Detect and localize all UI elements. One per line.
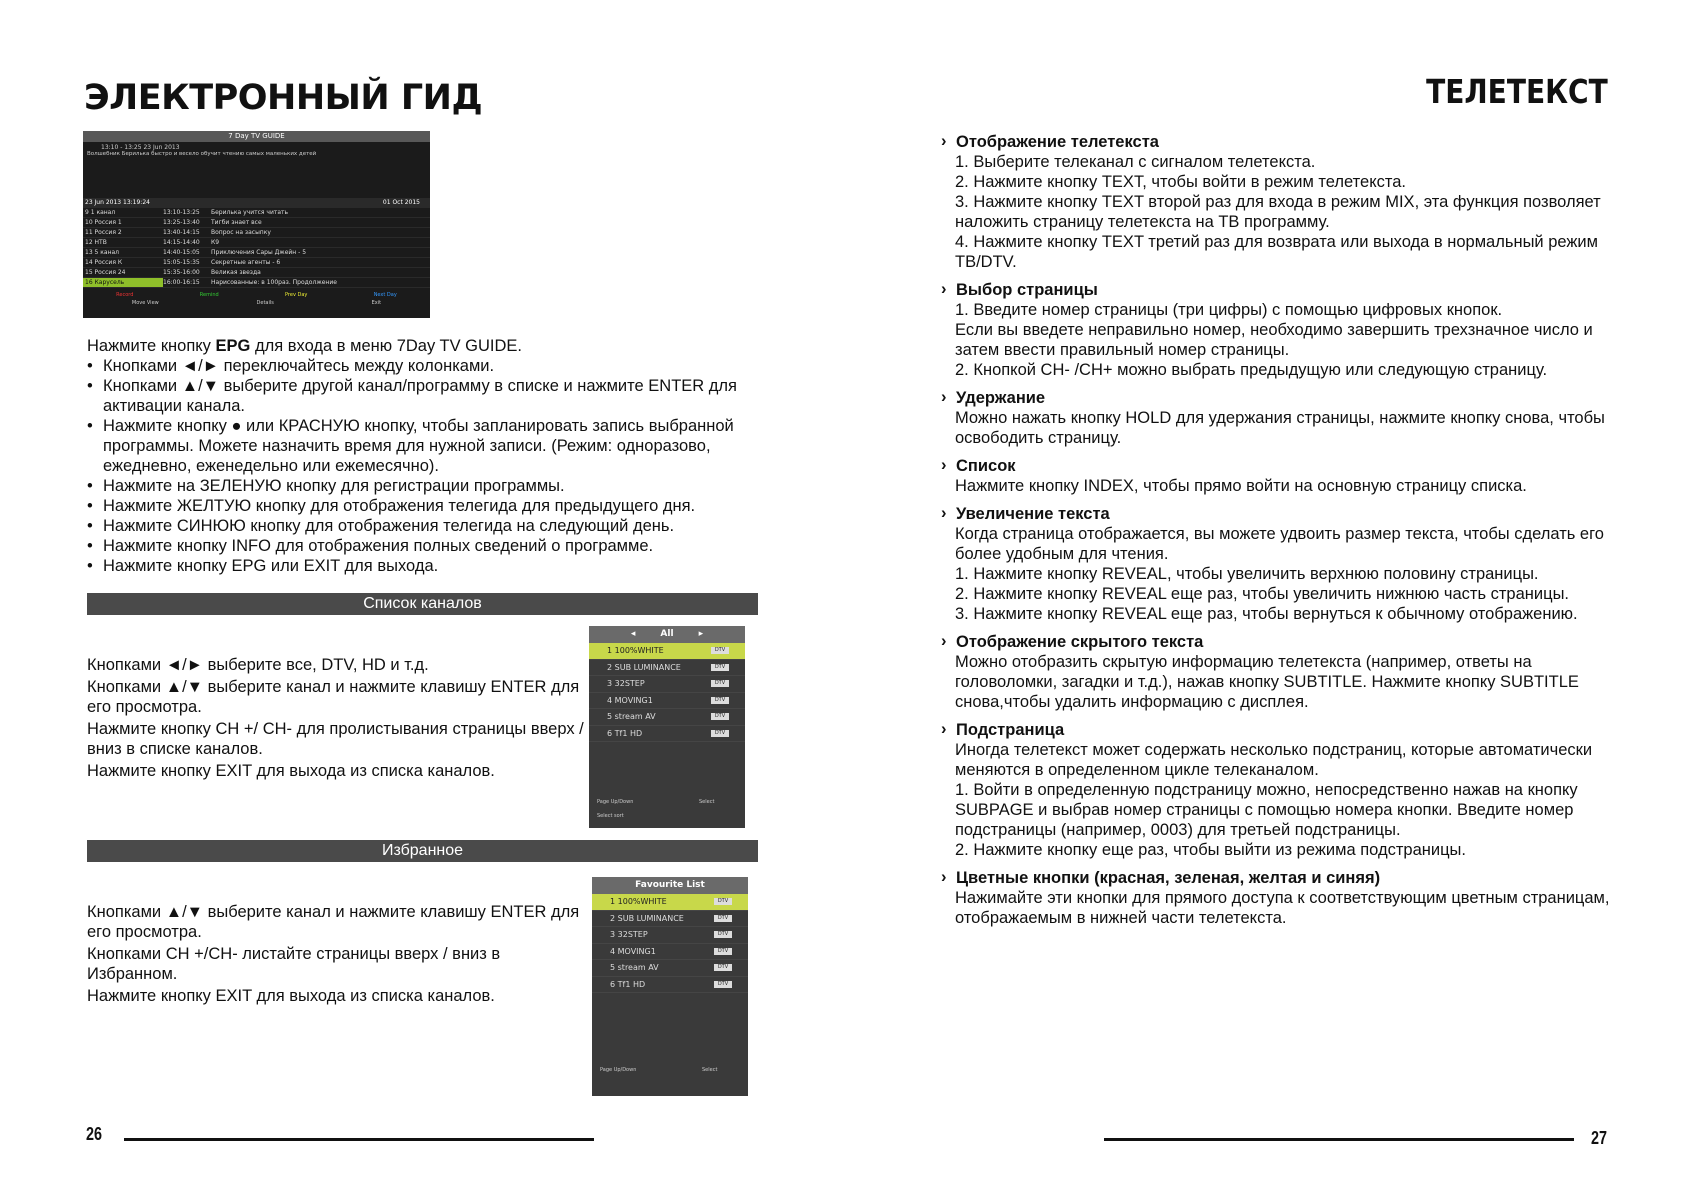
epg-time: 13:10 - 13:25 23 Jun 2013	[101, 144, 180, 151]
channel-name: 5 stream AV	[610, 963, 659, 972]
teletext-section	[941, 868, 1631, 928]
section-line: 1. Выберите телеканал с сигналом телетекста.	[955, 153, 1316, 171]
section-line: Можно отобразить скрытую информацию телетекста (например, ответы на головоломки, загадки и т.д.), нажав кнопку SUBTITLE. Нажмите кнопку SUBTITLE снова,чтобы удалить информацию с дисплея.	[955, 653, 1579, 711]
channel-list-item	[589, 676, 745, 693]
channel-name: 2 SUB LUMINANCE	[610, 913, 684, 923]
epg-row	[83, 218, 430, 228]
channel-list-foot3: Select sort	[597, 813, 624, 819]
epg-program: Берилька учится читать	[211, 209, 289, 216]
section-line: Если вы введете неправильно номер, необходимо завершить трехзначное число и затем ввести правильный номер страницы.	[955, 321, 1593, 359]
channel-name: 6 Tf1 HD	[607, 728, 643, 738]
page-title-right: ТЕЛЕТЕКСТ	[1426, 72, 1608, 111]
epg-channel: 16 Карусель	[83, 278, 163, 287]
epg-channel: 10 Россия 1	[85, 219, 122, 226]
instruction-bullet: • Нажмите кнопку ● или КРАСНУЮ кнопку, чтобы запланировать запись выбранной программы. Можете назначить время для нужной записи. (Режим: одноразово, ежедневно, еженедельно или ежемесячно).	[87, 416, 767, 476]
teletext-section	[941, 132, 1631, 272]
dtv-badge: DTV	[711, 647, 729, 654]
section-line: 2. Нажмите кнопку еще раз, чтобы выйти из режима подстраницы.	[955, 841, 1466, 859]
section-heading: › Выбор страницы	[941, 280, 1631, 300]
epg-date-right: 01 Oct 2015	[382, 199, 420, 206]
channel-name: 6 Tf1 HD	[610, 979, 646, 989]
epg-time-slot: 14:40-15:05	[163, 249, 200, 256]
instruction-bullet: • Нажмите ЖЕЛТУЮ кнопку для отображения телегида для предыдущего дня.	[87, 496, 767, 516]
instruction-bullet: • Нажмите кнопку EPG или EXIT для выхода.	[87, 556, 767, 576]
page-title-left: ЭЛЕКТРОННЫЙ ГИД	[84, 78, 483, 118]
epg-footer-remind: Remind	[199, 292, 219, 298]
channel-name: 1 100%WHITE	[607, 646, 664, 655]
footer-rule-right	[1104, 1138, 1574, 1141]
dtv-badge: DTV	[714, 915, 732, 922]
epg-footer-moveview: Move View	[131, 300, 159, 306]
epg-time-slot: 15:05-15:35	[163, 259, 200, 266]
channel-name: 3 32STEP	[610, 930, 648, 939]
channels-paragraph: Кнопками ◄/► выберите все, DTV, HD и т.д.	[87, 656, 429, 674]
channels-band: Список каналов	[87, 593, 758, 615]
section-line: 2. Нажмите кнопку REVEAL еще раз, чтобы увеличить нижнюю часть страницы.	[955, 585, 1570, 603]
epg-row	[83, 258, 430, 268]
channel-name: 2 SUB LUMINANCE	[607, 662, 681, 672]
epg-date-left: 23 Jun 2013 13:19:24	[85, 199, 150, 206]
epg-channel: 11 Россия 2	[85, 229, 122, 236]
instruction-bullet: • Нажмите кнопку INFO для отображения полных сведений о программе.	[87, 536, 767, 556]
section-heading: › Удержание	[941, 388, 1631, 408]
teletext-section	[941, 388, 1631, 448]
fav-list-foot2: Select	[702, 1067, 718, 1073]
instruction-bullet: • Нажмите СИНЮЮ кнопку для отображения телегида на следующий день.	[87, 516, 767, 536]
channel-list-item	[589, 643, 745, 660]
dtv-badge: DTV	[711, 697, 729, 704]
dtv-badge: DTV	[714, 931, 732, 938]
epg-header: 7 Day TV GUIDE	[83, 131, 430, 142]
section-heading: › Цветные кнопки (красная, зеленая, желтая и синяя)	[941, 868, 1631, 888]
epg-channel: 15 Россия 24	[85, 269, 126, 276]
favourite-list-screenshot	[592, 877, 748, 1096]
channel-list-item	[592, 894, 748, 911]
epg-time-slot: 13:25-13:40	[163, 219, 200, 226]
teletext-sections	[941, 132, 1631, 936]
dtv-badge: DTV	[714, 898, 732, 905]
dtv-badge: DTV	[711, 680, 729, 687]
section-line: Можно нажать кнопку HOLD для удержания страницы, нажмите кнопку снова, чтобы освободить страницу.	[955, 409, 1605, 447]
epg-channel: 13 5 канал	[85, 249, 120, 256]
favourites-paragraph: Кнопками CH +/CH- листайте страницы вверх / вниз в Избранном.	[87, 945, 501, 983]
section-line: Иногда телетекст может содержать несколько подстраниц, которые автоматически меняются в определенном цикле телеканалом.	[955, 741, 1593, 779]
teletext-section	[941, 632, 1631, 712]
epg-footer-record: Record	[116, 292, 134, 298]
section-heading: › Отображение скрытого текста	[941, 632, 1631, 652]
channel-list-item	[589, 709, 745, 726]
epg-row	[83, 248, 430, 258]
channel-list-item	[589, 726, 745, 743]
page-number-right: 27	[1591, 1128, 1608, 1148]
epg-program: Секретные агенты - 6	[211, 259, 281, 266]
epg-screenshot	[83, 131, 430, 318]
section-line: Когда страница отображается, вы можете удвоить размер текста, чтобы сделать его более удобным для чтения.	[955, 525, 1604, 563]
epg-program: Нарисованные: в 100раз. Продолжение	[211, 279, 337, 286]
channel-list-item	[592, 977, 748, 994]
favourites-paragraph: Нажмите кнопку EXIT для выхода из списка каналов.	[87, 987, 495, 1005]
instruction-bullet: • Кнопками ▲/▼ выберите другой канал/программу в списке и нажмите ENTER для активации канала.	[87, 376, 767, 416]
epg-intro: Нажмите кнопку EPG для входа в меню 7Day TV GUIDE.	[87, 337, 523, 355]
epg-time-slot: 13:10-13:25	[163, 209, 200, 216]
channel-list-item	[592, 911, 748, 928]
epg-instructions	[87, 336, 767, 576]
channel-list-title: ◂ All ▸	[589, 626, 745, 643]
channel-list-foot2: Select	[699, 799, 715, 805]
instruction-bullet: • Кнопками ◄/► переключайтесь между колонками.	[87, 356, 767, 376]
teletext-section	[941, 456, 1631, 496]
epg-footer-details: Details	[256, 300, 274, 306]
section-line: 2. Кнопкой CH- /CH+ можно выбрать предыдущую или следующую страницу.	[955, 361, 1548, 379]
channel-list-item	[592, 944, 748, 961]
section-line: 3. Нажмите кнопку TEXT второй раз для входа в режим MIX, эта функция позволяет наложить страницу телетекста на ТВ программу.	[955, 193, 1601, 231]
channel-list-item	[592, 960, 748, 977]
section-line: 1. Нажмите кнопку REVEAL, чтобы увеличить верхнюю половину страницы.	[955, 565, 1539, 583]
channel-list-screenshot	[589, 626, 745, 828]
epg-program: К9	[211, 239, 220, 246]
epg-row	[83, 238, 430, 248]
footer-rule-left	[124, 1138, 594, 1141]
epg-footer-prevday: Prev Day	[285, 292, 308, 298]
section-line: 1. Войти в определенную подстраницу можно, непосредственно нажав на кнопку SUBPAGE и выбрав номер страницы с помощью номера кнопки. Введите номер подстраницы (например, 0003) для третьей подстраницы.	[955, 781, 1578, 839]
dtv-badge: DTV	[711, 664, 729, 671]
dtv-badge: DTV	[714, 964, 732, 971]
epg-row	[83, 228, 430, 238]
fav-list-title: Favourite List	[592, 877, 748, 894]
dtv-badge: DTV	[714, 981, 732, 988]
section-line: Нажимайте эти кнопки для прямого доступа к соответствующим цветным страницам, отображаемым в нижней части телетекста.	[955, 889, 1610, 927]
epg-row	[83, 268, 430, 278]
favourites-paragraph: Кнопками ▲/▼ выберите канал и нажмите клавишу ENTER для его просмотра.	[87, 903, 580, 941]
epg-time-slot: 13:40-14:15	[163, 229, 200, 236]
channel-name: 1 100%WHITE	[610, 897, 667, 906]
channel-list-foot1: Page Up/Down	[597, 799, 634, 805]
section-line: 1. Введите номер страницы (три цифры) с помощью цифровых кнопок.	[955, 301, 1503, 319]
section-heading: › Список	[941, 456, 1631, 476]
channel-list-item	[592, 927, 748, 944]
section-heading: › Увеличение текста	[941, 504, 1631, 524]
epg-channel: 14 Россия К	[85, 259, 123, 266]
channels-paragraph: Нажмите кнопку EXIT для выхода из списка каналов.	[87, 762, 495, 780]
channel-list-item	[589, 660, 745, 677]
epg-time-slot: 16:00-16:15	[163, 279, 200, 286]
epg-row	[83, 208, 430, 218]
channel-name: 5 stream AV	[607, 712, 656, 721]
epg-desc: Волшебник Берилька быстро и весело обучит чтению самых маленьких детей	[87, 151, 317, 157]
epg-row	[83, 278, 430, 288]
epg-time-slot: 14:15-14:40	[163, 239, 200, 246]
channels-paragraph: Кнопками ▲/▼ выберите канал и нажмите клавишу ENTER для его просмотра.	[87, 678, 580, 716]
epg-channel: 9 1 канал	[85, 209, 116, 216]
channels-paragraph: Нажмите кнопку CH +/ CH- для пролистывания страницы вверх / вниз в списке каналов.	[87, 720, 584, 758]
epg-program: Приключения Сары Джейн - 5	[211, 249, 307, 256]
channels-text	[87, 655, 587, 783]
favourites-text	[87, 902, 587, 1008]
section-heading: › Отображение телетекста	[941, 132, 1631, 152]
section-heading: › Подстраница	[941, 720, 1631, 740]
instruction-bullet: • Нажмите на ЗЕЛЕНУЮ кнопку для регистрации программы.	[87, 476, 767, 496]
dtv-badge: DTV	[711, 730, 729, 737]
epg-time-slot: 15:35-16:00	[163, 269, 200, 276]
channel-name: 4 MOVING1	[607, 695, 653, 705]
epg-program: Вопрос на засыпку	[211, 229, 271, 236]
channel-list-item	[589, 693, 745, 710]
epg-program: Великая звезда	[211, 269, 261, 276]
section-line: 3. Нажмите кнопку REVEAL еще раз, чтобы вернуться к обычному отображению.	[955, 605, 1578, 623]
epg-channel: 12 НТВ	[85, 239, 107, 246]
section-line: 4. Нажмите кнопку TEXT третий раз для возврата или выхода в нормальный режим ТВ/DTV.	[955, 233, 1598, 271]
epg-program: Тигби знает все	[211, 219, 262, 226]
channel-name: 3 32STEP	[607, 679, 645, 688]
epg-footer-exit: Exit	[371, 300, 382, 306]
teletext-section	[941, 504, 1631, 624]
section-line: 2. Нажмите кнопку TEXT, чтобы войти в режим телетекста.	[955, 173, 1407, 191]
dtv-badge: DTV	[711, 713, 729, 720]
favourites-band: Избранное	[87, 840, 758, 862]
channel-name: 4 MOVING1	[610, 946, 656, 956]
teletext-section	[941, 720, 1631, 860]
epg-footer-nextday: Next Day	[373, 292, 397, 298]
fav-list-foot1: Page Up/Down	[600, 1067, 637, 1073]
dtv-badge: DTV	[714, 948, 732, 955]
page-number-left: 26	[86, 1124, 103, 1144]
section-line: Нажмите кнопку INDEX, чтобы прямо войти на основную страницу списка.	[955, 477, 1527, 495]
teletext-section	[941, 280, 1631, 380]
